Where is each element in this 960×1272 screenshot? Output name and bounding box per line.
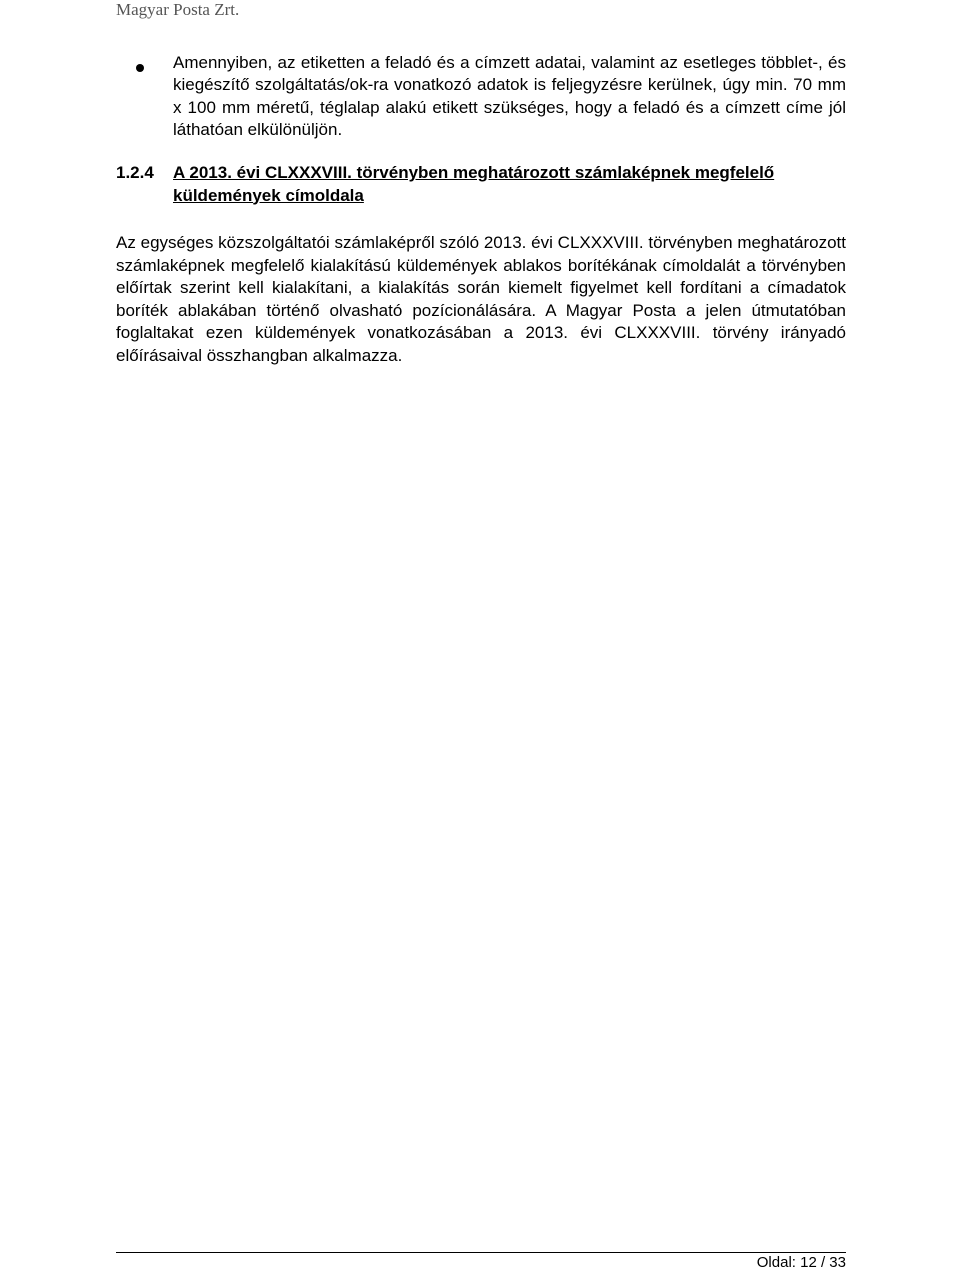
page-header-company: Magyar Posta Zrt. bbox=[116, 0, 240, 19]
section-title: A 2013. évi CLXXXVIII. törvényben meghatározott számlaképnek megfelelő küldemények címoldala bbox=[173, 163, 775, 205]
section-number: 1.2.4 bbox=[116, 163, 154, 182]
footer-divider bbox=[116, 1252, 846, 1253]
body-paragraph: Az egységes közszolgáltatói számlaképről szóló 2013. évi CLXXXVIII. törvényben meghatározott számlaképnek megfelelő kialakítású küldemények ablakos borítékának címoldalát a törvényben előírtak szerint kell kialakítani, a kialakítás során kiemelt figyelmet kell fordítani a címadatok boríték ablakában történő olvasható pozícionálására. A Magyar Posta a jelen útmutatóban foglaltakat ezen küldemények vonatkozásában a 2013. évi CLXXXVIII. törvény irányadó előírásaival összhangban alkalmazza. bbox=[116, 233, 846, 365]
bullet-text: Amennyiben, az etiketten a feladó és a címzett adatai, valamint az esetleges többlet-, és kiegészítő szolgáltatás/ok-ra vonatkozó adatok is feljegyzésre kerülnek, úgy min. 70 mm x 100 mm méretű, téglalap alakú etikett szükséges, hogy a feladó és a címzett címe jól láthatóan elkülönüljön. bbox=[173, 53, 846, 140]
page-number: Oldal: 12 / 33 bbox=[756, 1254, 846, 1271]
bullet-icon bbox=[136, 64, 144, 72]
